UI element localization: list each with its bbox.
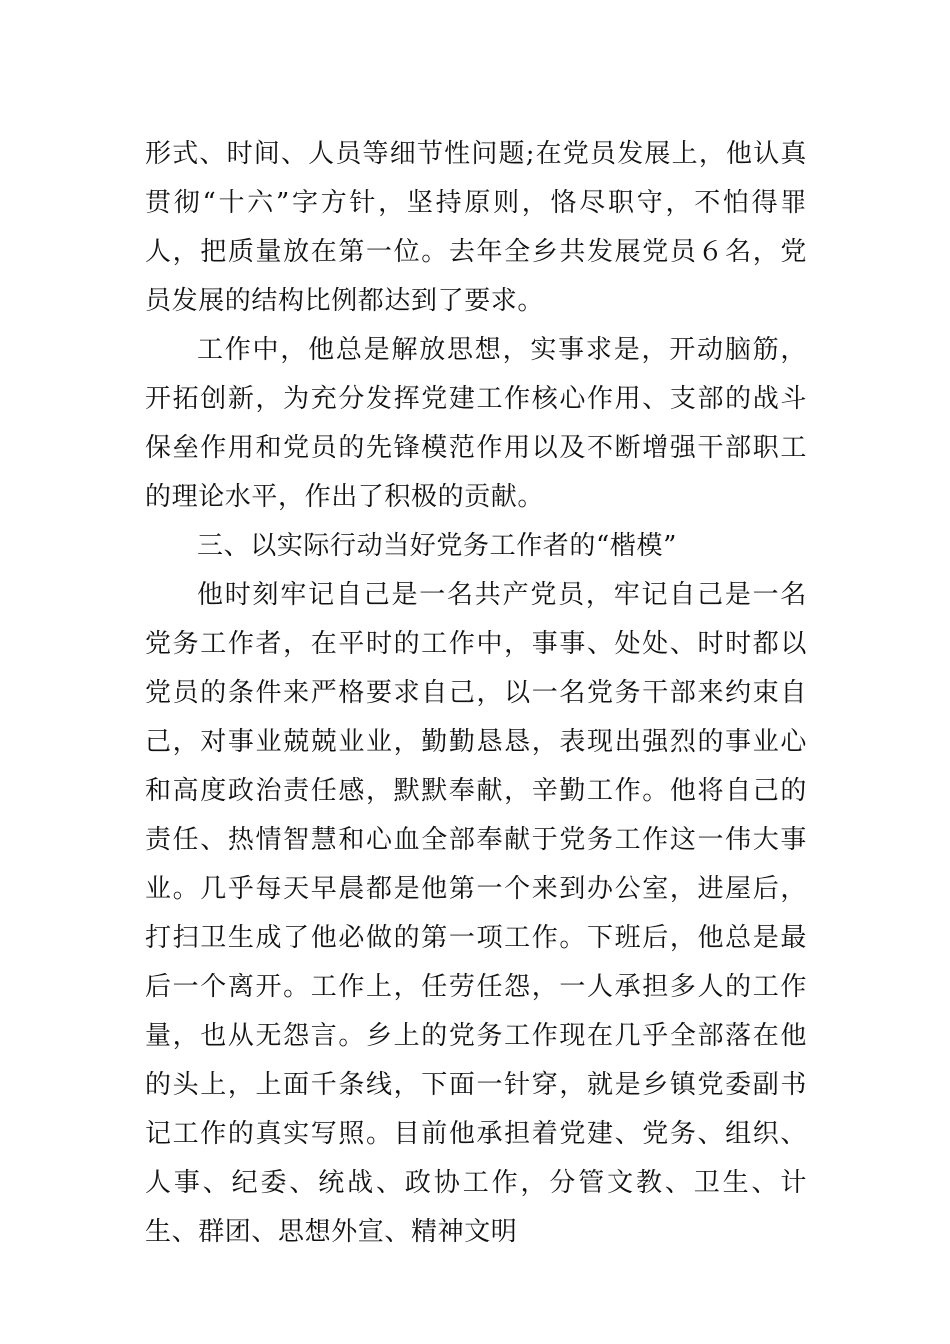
paragraph-innovation: 工作中，他总是解放思想，实事求是，开动脑筋，开拓创新，为充分发挥党建工作核心作用、支部的战斗保垒作用和党员的先锋模范作用以及不断增强干部职工的理论水平，作出了积极的贡献。: [145, 335, 807, 512]
paragraph-role-model: 他时刻牢记自己是一名共产党员，牢记自己是一名党务工作者，在平时的工作中，事事、处处、时时都以党员的条件来严格要求自己，以一名党务干部来约束自己，对事业兢兢业业，勤勤恳恳，表现出强烈的事业心和高度政治责任感，默默奉献，辛勤工作。他将自己的责任、热情智慧和心血全部奉献于党务工作这一伟大事业。几乎每天早晨都是他第一个来到办公室，进屋后，打扫卫生成了他必做的第一项工作。下班后，他总是最后一个离开。工作上，任劳任怨，一人承担多人的工作量，也从无怨言。乡上的党务工作现在几乎全部落在他的头上，上面千条线，下面一针穿，就是乡镇党委副书记工作的真实写照。目前他承担着党建、党务、组织、人事、纪委、统战、政协工作，分管文教、卫生、计生、群团、思想外宣、精神文明: [145, 580, 807, 1247]
paragraph-party-development: 形式、时间、人员等细节性问题;在党员发展上，他认真贯彻“十六”字方针，坚持原则，恪尽职守，不怕得罪人，把质量放在第一位。去年全乡共发展党员６名，党员发展的结构比例都达到了要求。: [145, 139, 807, 316]
section-heading-three: 三、以实际行动当好党务工作者的“楷模”: [197, 531, 677, 561]
document-body: [145, 130, 807, 1257]
